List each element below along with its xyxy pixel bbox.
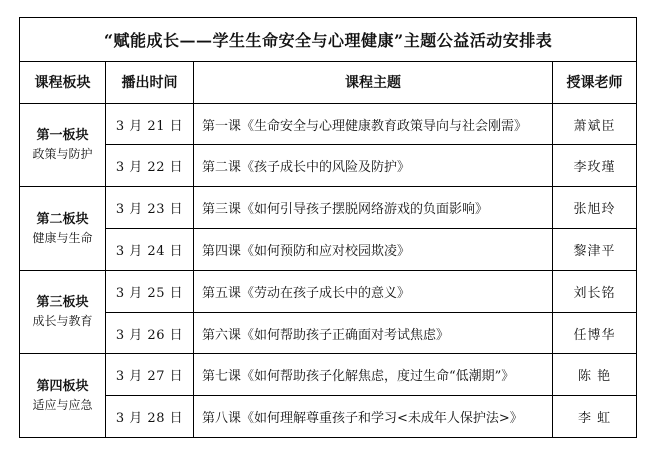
table-row bbox=[20, 187, 637, 229]
lesson-date: 3 月 22 日 bbox=[106, 145, 194, 187]
lesson-teacher: 李 虹 bbox=[553, 396, 637, 438]
lesson-date: 3 月 23 日 bbox=[106, 187, 194, 229]
lesson-date: 3 月 25 日 bbox=[106, 270, 194, 312]
module-name: 第一板块 bbox=[36, 127, 89, 143]
module-name: 第三板块 bbox=[36, 295, 89, 311]
table-row bbox=[20, 396, 637, 438]
header-date: 播出时间 bbox=[106, 61, 194, 103]
header-topic: 课程主题 bbox=[194, 61, 553, 103]
lesson-teacher: 张旭玲 bbox=[553, 187, 637, 229]
lesson-teacher: 李玫瑾 bbox=[553, 145, 637, 187]
header-teacher: 授课老师 bbox=[553, 61, 637, 103]
lesson-teacher: 任博华 bbox=[553, 312, 637, 354]
module-subtitle: 健康与生命 bbox=[32, 230, 93, 245]
lesson-teacher: 萧斌臣 bbox=[553, 103, 637, 145]
module-subtitle: 适应与应急 bbox=[32, 397, 93, 412]
module-subtitle: 政策与防护 bbox=[32, 146, 93, 161]
module-name: 第二板块 bbox=[36, 211, 89, 227]
header-row bbox=[20, 61, 637, 103]
lesson-topic: 第一课《生命安全与心理健康教育政策导向与社会刚需》 bbox=[194, 103, 553, 145]
lesson-topic: 第八课《如何理解尊重孩子和学习<未成年人保护法>》 bbox=[194, 396, 553, 438]
lesson-date: 3 月 21 日 bbox=[106, 103, 194, 145]
lesson-date: 3 月 27 日 bbox=[106, 354, 194, 396]
lesson-date: 3 月 28 日 bbox=[106, 396, 194, 438]
header-module: 课程板块 bbox=[20, 61, 106, 103]
table-row bbox=[20, 103, 637, 145]
lesson-topic: 第六课《如何帮助孩子正确面对考试焦虑》 bbox=[194, 312, 553, 354]
lesson-topic: 第七课《如何帮助孩子化解焦虑，度过生命“低潮期”》 bbox=[194, 354, 553, 396]
lesson-teacher: 陈 艳 bbox=[553, 354, 637, 396]
table-title: “赋能成长——学生生命安全与心理健康”主题公益活动安排表 bbox=[20, 18, 637, 62]
lesson-teacher: 黎津平 bbox=[553, 229, 637, 271]
table-row bbox=[20, 270, 637, 312]
lesson-date: 3 月 26 日 bbox=[106, 312, 194, 354]
module-cell bbox=[20, 103, 106, 187]
lesson-topic: 第二课《孩子成长中的风险及防护》 bbox=[194, 145, 553, 187]
table-row bbox=[20, 312, 637, 354]
schedule-sheet bbox=[19, 17, 636, 438]
table-row bbox=[20, 145, 637, 187]
module-cell bbox=[20, 270, 106, 354]
lesson-topic: 第四课《如何预防和应对校园欺凌》 bbox=[194, 229, 553, 271]
module-subtitle: 成长与教育 bbox=[32, 314, 93, 329]
module-cell bbox=[20, 354, 106, 438]
lesson-teacher: 刘长铭 bbox=[553, 270, 637, 312]
lesson-topic: 第三课《如何引导孩子摆脱网络游戏的负面影响》 bbox=[194, 187, 553, 229]
table-row bbox=[20, 354, 637, 396]
lesson-date: 3 月 24 日 bbox=[106, 229, 194, 271]
schedule-table bbox=[19, 17, 637, 438]
lesson-topic: 第五课《劳动在孩子成长中的意义》 bbox=[194, 270, 553, 312]
module-cell bbox=[20, 187, 106, 271]
table-row bbox=[20, 229, 637, 271]
module-name: 第四板块 bbox=[36, 378, 89, 394]
